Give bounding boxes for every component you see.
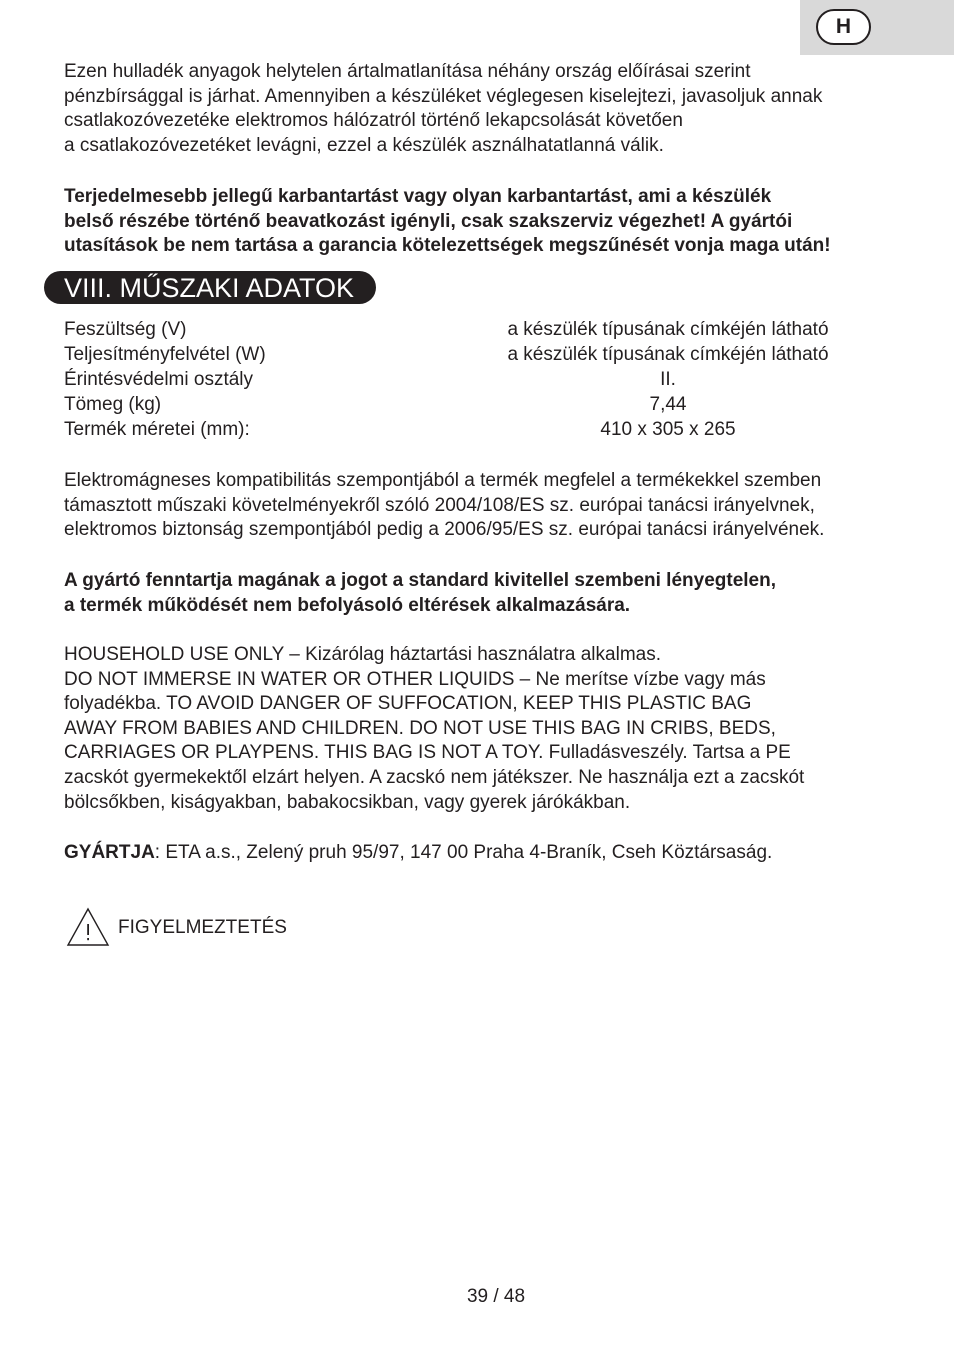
text-line: a csatlakozóvezetéket levágni, ezzel a készülék asználhatatlanná válik.: [64, 134, 664, 156]
spec-value: II.: [660, 369, 676, 390]
text-line: Ezen hulladék anyagok helytelen ártalmatlanítása néhány ország előírásai szerint: [64, 61, 751, 82]
text-line: Elektromágneses kompatibilitás szempontjából a termék megfelel a termékekkel szemben: [64, 470, 822, 491]
text-line: pénzbírsággal is járhat. Amennyiben a készüléket véglegesen kiselejtezi, javasoljuk annak: [64, 85, 823, 107]
spec-label: Termék méretei (mm):: [64, 419, 250, 440]
text-line: a termék működését nem befolyásoló eltérések alkalmazására.: [64, 594, 631, 616]
spec-value: a készülék típusának címkéjén látható: [507, 344, 829, 365]
spec-value: a készülék típusának címkéjén látható: [507, 319, 829, 340]
text-line: Terjedelmesebb jellegű karbantartást vagy olyan karbantartást, ami a készülék: [64, 186, 772, 207]
page-number: 39 / 48: [466, 1286, 526, 1307]
intro-paragraph: [64, 60, 904, 158]
text-line: A gyártó fenntartja magának a jogot a standard kivitellel szembeni lényegtelen,: [64, 570, 776, 591]
manufacturer-line: [64, 841, 904, 866]
maintenance-notice: [64, 185, 904, 259]
warning-triangle-icon: [66, 907, 110, 947]
section-title: VIII. MŰSZAKI ADATOK: [44, 271, 376, 304]
text-line: bölcsőkben, kiságyakban, babakocsikban, vagy gyerek járókákban.: [64, 791, 631, 813]
text-line: támasztott műszaki követelményekről szóló 2004/108/ES sz. európai tanácsi irányelvnek,: [64, 494, 815, 516]
spec-row: [64, 368, 924, 393]
spec-label: Tömeg (kg): [64, 394, 162, 415]
spec-value: 7,44: [649, 394, 687, 415]
specs-table: [64, 318, 924, 443]
spec-label: Feszültség (V): [64, 319, 187, 340]
language-code-badge: H: [816, 9, 871, 45]
spec-row: [64, 343, 924, 368]
spec-row: [64, 393, 924, 418]
language-tab: [800, 0, 954, 55]
manufacturer-text: : ETA a.s., Zelený pruh 95/97, 147 00 Praha 4-Braník, Cseh Köztársaság.: [154, 842, 773, 863]
text-line: belső részébe történő beavatkozást igényli, csak szakszerviz végezhet! A gyártói: [64, 210, 793, 232]
spec-value: 410 x 305 x 265: [600, 419, 736, 440]
text-line: csatlakozóvezetéke elektromos hálózatról történő lekapcsolását követően: [64, 110, 683, 132]
text-line: elektromos biztonság szempontjából pedig a 2006/95/ES sz. európai tanácsi irányelvének.: [64, 519, 825, 541]
text-line: DO NOT IMMERSE IN WATER OR OTHER LIQUIDS – Ne merítse vízbe vagy más: [64, 668, 766, 690]
manufacturer-label: GYÁRTJA: [64, 842, 155, 863]
text-line: utasítások be nem tartása a garancia kötelezettségek megszűnését vonja maga után!: [64, 235, 831, 257]
compliance-paragraph: [64, 469, 904, 543]
text-line: HOUSEHOLD USE ONLY – Kizárólag háztartási használatra alkalmas.: [64, 644, 661, 665]
rights-notice: [64, 569, 904, 618]
text-line: folyadékba. TO AVOID DANGER OF SUFFOCATION, KEEP THIS PLASTIC BAG: [64, 693, 752, 715]
spec-label: Teljesítményfelvétel (W): [64, 344, 266, 365]
spec-row: [64, 418, 924, 443]
spec-row: [64, 318, 924, 343]
text-line: zacskót gyermekektől elzárt helyen. A zacskó nem játékszer. Ne használja ezt a zacskót: [64, 766, 805, 788]
warning-label: FIGYELMEZTETÉS: [118, 917, 287, 938]
usage-warnings: [64, 643, 904, 815]
spec-label: Érintésvédelmi osztály: [64, 369, 254, 390]
text-line: AWAY FROM BABIES AND CHILDREN. DO NOT USE THIS BAG IN CRIBS, BEDS,: [64, 717, 776, 739]
text-line: CARRIAGES OR PLAYPENS. THIS BAG IS NOT A TOY. Fulladásveszély. Tartsa a PE: [64, 742, 791, 764]
